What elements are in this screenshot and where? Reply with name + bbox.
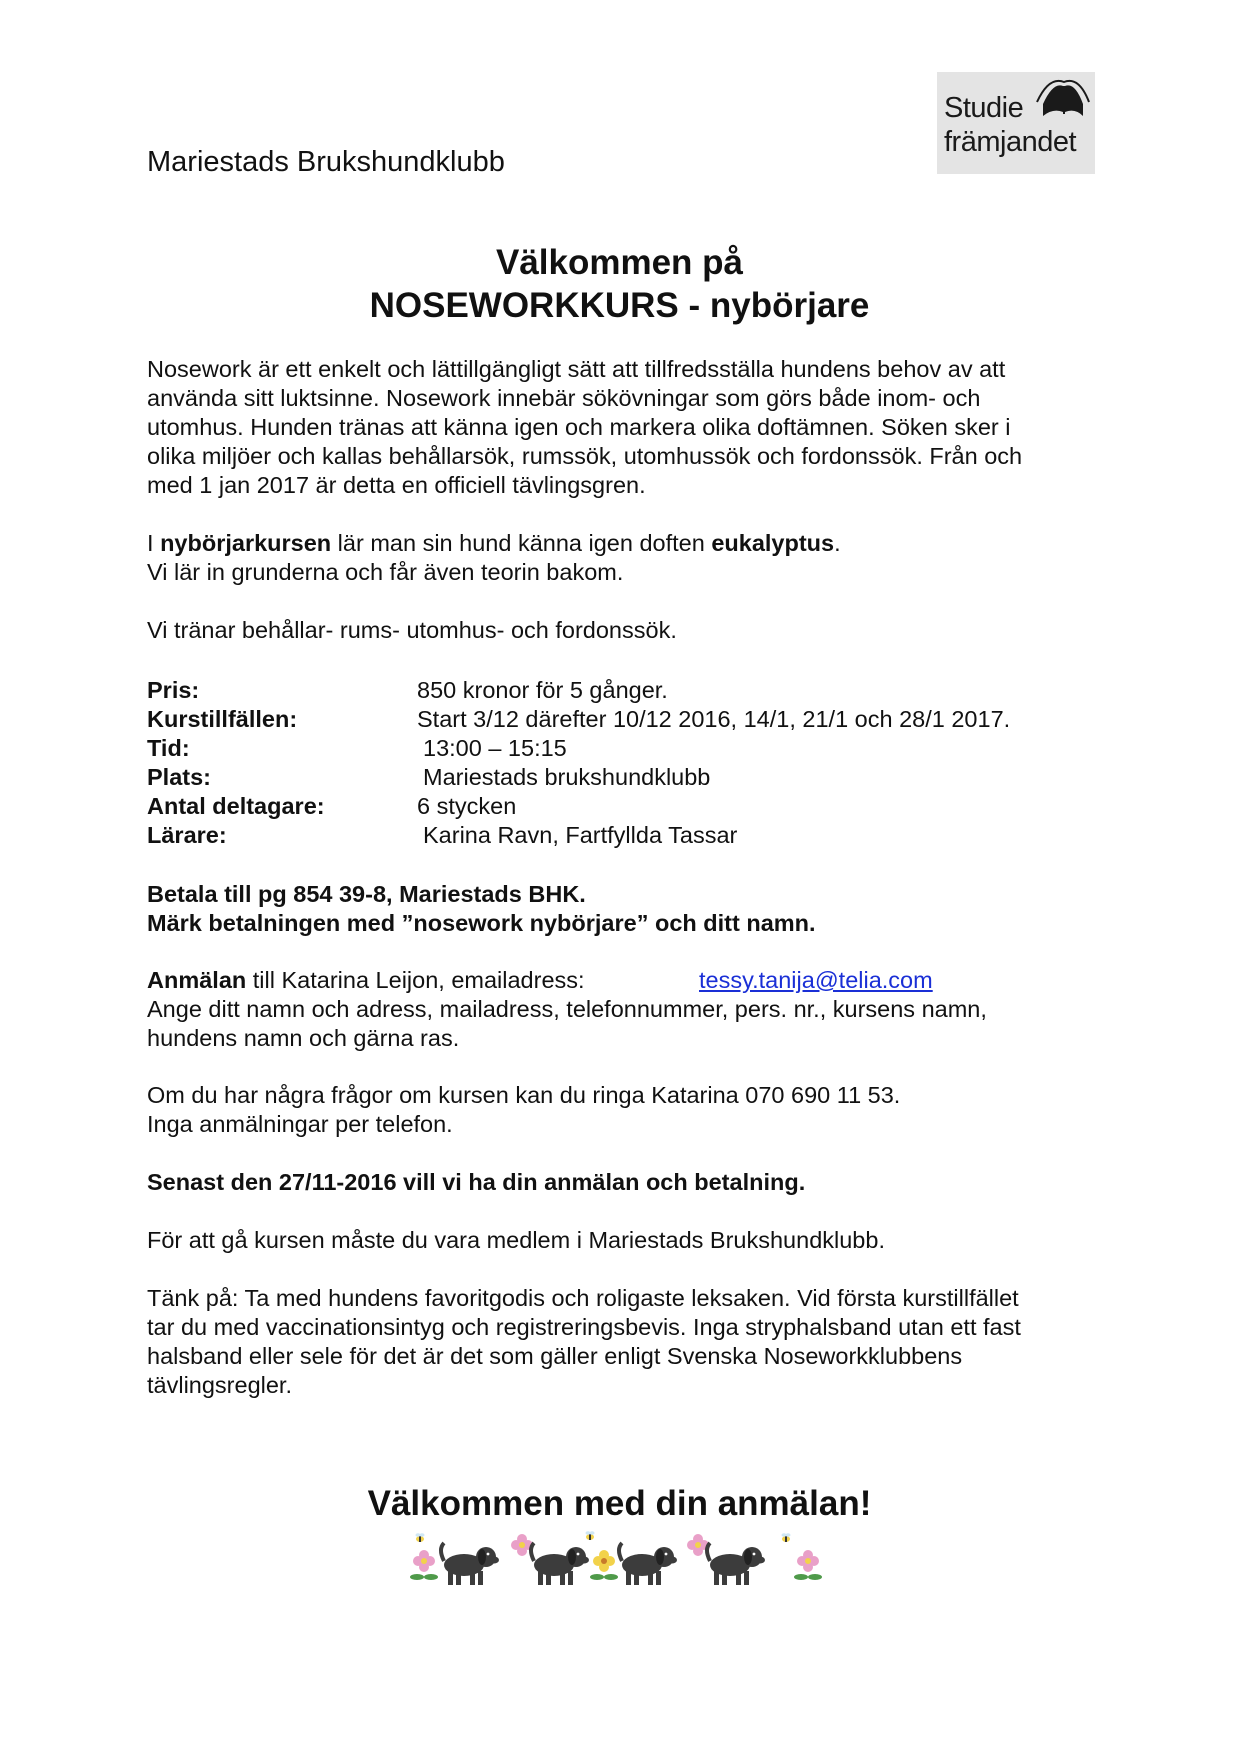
payment-line1: Betala till pg 854 39-8, Mariestads BHK. [147, 881, 586, 907]
detail-value: Mariestads brukshundklubb [423, 764, 711, 790]
beginner-course-term: nybörjarkursen [160, 530, 332, 556]
intro-line: utomhus. Hunden tränas att känna igen och markera olika doftämnen. Söken sker i [147, 414, 1011, 440]
intro-line: Nosework är ett enkelt och lättillgängligt sätt att tillfredsställa hundens behov av att [147, 356, 1006, 382]
dog-flower-border [398, 1525, 842, 1589]
reminder-paragraph [147, 1284, 1107, 1400]
detail-value: 850 kronor för 5 gånger. [417, 677, 668, 703]
dog-icon [707, 1543, 765, 1585]
detail-row-price [147, 676, 668, 705]
reminder-line: tävlingsregler. [147, 1372, 292, 1398]
email-link[interactable]: tessy.tanija@telia.com [699, 967, 933, 993]
flower-icon [794, 1550, 822, 1580]
reminder-line: Tänk på: Ta med hundens favoritgodis och roligaste leksaken. Vid första kurstillfället [147, 1285, 1019, 1311]
questions-line2: Inga anmälningar per telefon. [147, 1111, 453, 1137]
registration-line3: hundens namn och gärna ras. [147, 1025, 460, 1051]
reminder-line: tar du med vaccinationsintyg och registreringsbevis. Inga stryphalsband utan ett fast [147, 1314, 1021, 1340]
payment-line2: Märk betalningen med ”nosework nybörjare” och ditt namn. [147, 910, 816, 936]
beginner-paragraph [147, 529, 1107, 587]
dog-icon [441, 1543, 499, 1585]
flower-icon [410, 1550, 438, 1580]
detail-row-time [147, 734, 567, 763]
detail-value: 13:00 – 15:15 [423, 735, 567, 761]
welcome-footer: Välkommen med din anmälan! [367, 1484, 872, 1523]
intro-paragraph [147, 355, 1107, 500]
beginner-line1: I nybörjarkursen lär man sin hund känna igen doften eukalyptus. [147, 530, 841, 556]
intro-line: med 1 jan 2017 är detta en officiell tävlingsgren. [147, 472, 646, 498]
logo-text-line1: Studie [944, 92, 1024, 124]
detail-row-sessions [147, 705, 1011, 734]
bee-icon [416, 1533, 425, 1542]
questions-paragraph [147, 1081, 1107, 1139]
detail-row-place [147, 763, 711, 792]
questions-line1: Om du har några frågor om kursen kan du ringa Katarina 070 690 11 53. [147, 1082, 901, 1108]
logo-text-line2: främjandet [944, 126, 1077, 158]
detail-label: Pris: [147, 677, 200, 703]
title-line1: Välkommen på [495, 243, 744, 282]
detail-label: Antal deltagare: [147, 793, 325, 819]
title-line2: NOSEWORKKURS - nybörjare [369, 286, 870, 325]
studiefromjandet-logo [937, 72, 1095, 174]
membership-notice: För att gå kursen måste du vara medlem i Mariestads Brukshundklubb. [147, 1227, 885, 1253]
detail-label: Plats: [147, 764, 211, 790]
reminder-line: halsband eller sele för det är det som gäller enligt Svenska Noseworkklubbens [147, 1343, 963, 1369]
registration-term: Anmälan [147, 967, 247, 993]
registration-line2: Ange ditt namn och adress, mailadress, telefonnummer, pers. nr., kursens namn, [147, 996, 987, 1022]
detail-row-participants [147, 792, 517, 821]
detail-value: Start 3/12 därefter 10/12 2016, 14/1, 21/1 och 28/1 2017. [417, 706, 1011, 732]
flower-icon [590, 1550, 618, 1580]
training-paragraph: Vi tränar behållar- rums- utomhus- och fordonssök. [147, 617, 677, 643]
bee-icon [782, 1533, 791, 1542]
dog-icon [531, 1543, 589, 1585]
beginner-line2: Vi lär in grunderna och får även teorin bakom. [147, 559, 624, 585]
organization-name: Mariestads Brukshundklubb [147, 146, 505, 178]
payment-paragraph [147, 880, 1107, 938]
intro-line: olika miljöer och kallas behållarsök, rumssök, utomhussök och fordonssök. Från och [147, 443, 1023, 469]
intro-line: använda sitt luktsinne. Nosework innebär sökövningar som görs både inom- och [147, 385, 981, 411]
detail-value: Karina Ravn, Fartfyllda Tassar [423, 822, 738, 848]
deadline-notice: Senast den 27/11-2016 vill vi ha din anmälan och betalning. [147, 1169, 806, 1195]
bee-icon [586, 1531, 595, 1540]
detail-row-teacher [147, 821, 738, 850]
registration-line1: Anmälan till Katarina Leijon, emailadress: tessy.tanija@telia.com [147, 967, 933, 993]
detail-label: Kurstillfällen: [147, 706, 298, 732]
detail-value: 6 stycken [417, 793, 517, 819]
detail-label: Tid: [147, 735, 190, 761]
dog-icon [619, 1543, 677, 1585]
eucalyptus-term: eukalyptus [711, 530, 835, 556]
registration-paragraph [147, 966, 1107, 1053]
detail-label: Lärare: [147, 822, 227, 848]
